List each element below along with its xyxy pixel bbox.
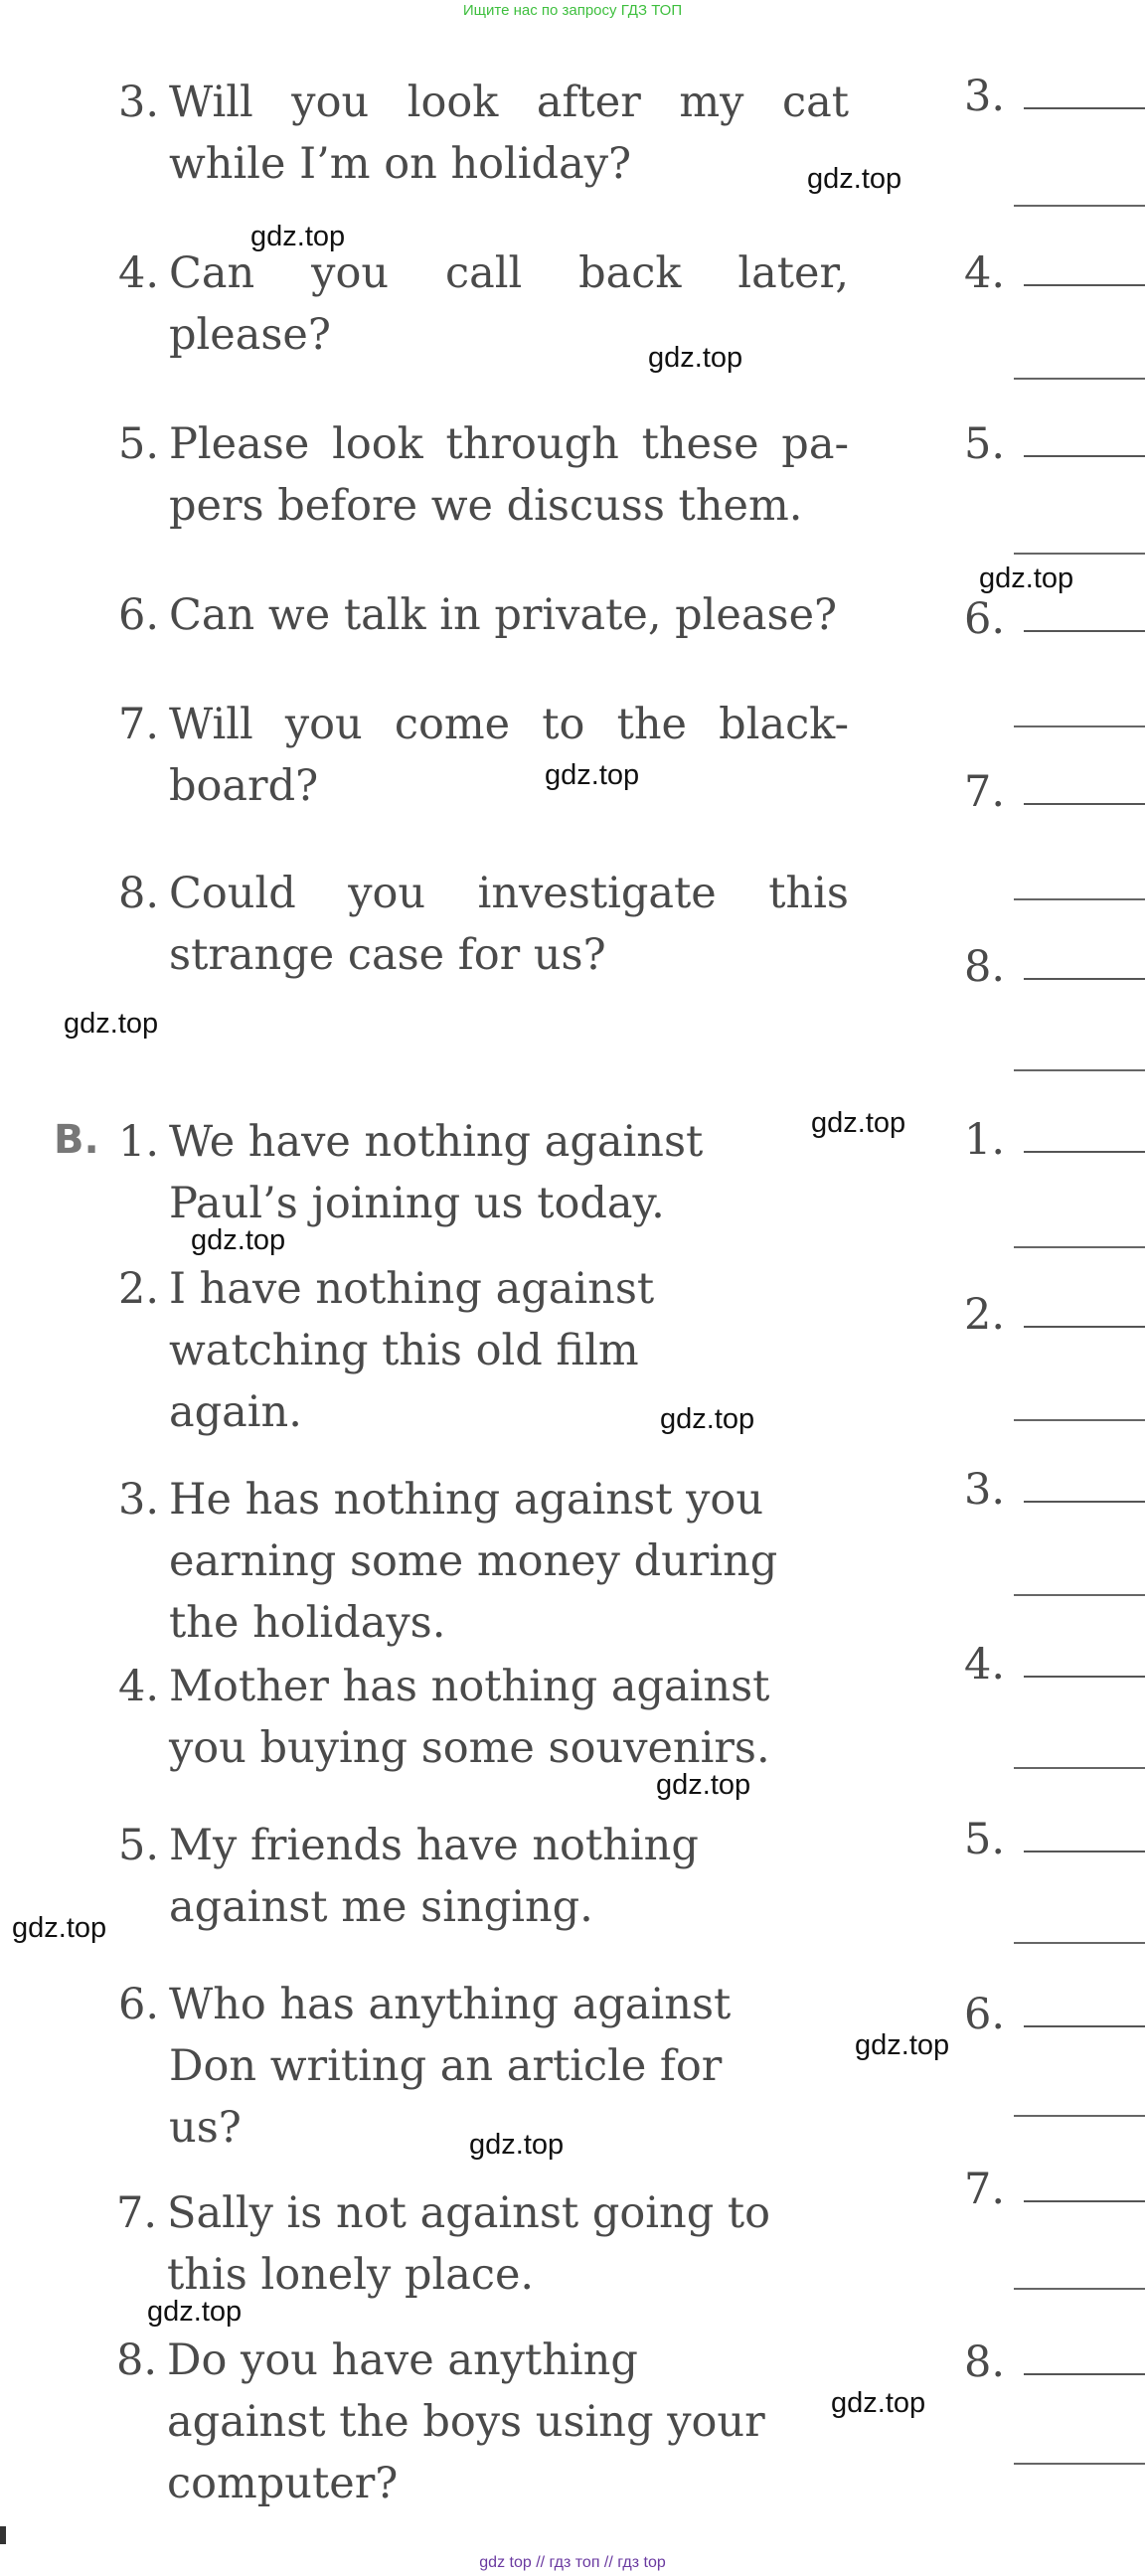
item-text-line: board? (169, 761, 319, 811)
item-text-line: Who has anything against (169, 1980, 732, 2029)
item-text-line: Paul’s joining us today. (169, 1179, 665, 1228)
item-text-line: earning some money during (169, 1536, 778, 1586)
item-number: 7. (115, 2188, 157, 2238)
item-text-line: Can we talk in private, please? (169, 590, 838, 640)
item-number: 5. (117, 419, 159, 469)
exercise-a-item-8 (117, 863, 849, 986)
answer-number: 5. (964, 419, 1006, 469)
answer-number: 8. (964, 2337, 1006, 2387)
exercise-b-item-3 (117, 1469, 845, 1654)
answer-b-2 (964, 1290, 1024, 1340)
item-text-line: this lonely place. (167, 2250, 535, 2300)
item-text-line: I have nothing against (169, 1264, 655, 1314)
answer-number: 7. (964, 767, 1006, 817)
exercise-a-item-4 (117, 242, 849, 366)
item-text-line: Mother has nothing against (169, 1662, 770, 1711)
answer-line[interactable] (1014, 205, 1145, 207)
answer-blank[interactable] (1024, 630, 1145, 632)
answer-line[interactable] (1014, 1942, 1145, 1944)
answer-b-5 (964, 1815, 1024, 1864)
answer-number: 3. (964, 1465, 1006, 1515)
answer-blank[interactable] (1024, 1676, 1145, 1678)
watermark: gdz.top (545, 759, 640, 791)
item-number: 8. (115, 2335, 157, 2385)
answer-number: 8. (964, 942, 1006, 992)
item-text-line: against the boys using your (167, 2397, 765, 2447)
answer-line[interactable] (1014, 1419, 1145, 1421)
answer-line[interactable] (1014, 2115, 1145, 2117)
answer-blank[interactable] (1024, 1326, 1145, 1328)
answer-number: 6. (964, 1990, 1006, 2039)
answer-a-8 (964, 942, 1024, 992)
item-text-line: We have nothing against (169, 1117, 704, 1167)
exercise-b-item-1 (117, 1111, 845, 1234)
answer-a-3 (964, 72, 1024, 121)
item-text-line: the holidays. (169, 1598, 446, 1648)
answer-number: 1. (964, 1115, 1006, 1165)
item-text-line: Could you investigate this (169, 869, 849, 918)
answer-blank[interactable] (1024, 1851, 1145, 1852)
item-text-line: pers before we discuss them. (169, 481, 803, 531)
answer-a-5 (964, 419, 1024, 469)
exercise-b-item-4 (117, 1656, 845, 1779)
item-text-line: Sally is not against going to (167, 2188, 771, 2238)
watermark: gdz.top (147, 2296, 243, 2328)
search-banner[interactable]: Ищите нас по запросу ГДЗ ТОП (462, 2, 683, 19)
item-text-line: Don writing an article for (169, 2041, 723, 2091)
watermark: gdz.top (469, 2129, 565, 2161)
item-number: 7. (117, 700, 159, 749)
item-text-line: computer? (167, 2459, 399, 2508)
answer-blank[interactable] (1024, 455, 1145, 457)
answer-blank[interactable] (1024, 2025, 1145, 2027)
answer-b-4 (964, 1640, 1024, 1690)
answer-line[interactable] (1014, 1246, 1145, 1248)
watermark: gdz.top (855, 2029, 950, 2061)
answer-blank[interactable] (1024, 2373, 1145, 2375)
answer-line[interactable] (1014, 553, 1145, 555)
answer-blank[interactable] (1024, 978, 1145, 980)
answer-line[interactable] (1014, 1594, 1145, 1596)
watermark: gdz.top (191, 1224, 286, 1256)
answer-line[interactable] (1014, 2463, 1145, 2465)
answer-blank[interactable] (1024, 803, 1145, 805)
item-text-line: strange case for us? (169, 930, 606, 980)
item-text-line: He has nothing against you (169, 1475, 764, 1525)
exercise-a-item-5 (117, 413, 849, 537)
exercise-b-item-8 (115, 2330, 843, 2514)
exercise-b-item-5 (117, 1815, 845, 1938)
item-number: 6. (117, 1980, 159, 2029)
watermark: gdz.top (807, 163, 902, 195)
answer-line[interactable] (1014, 898, 1145, 900)
answer-b-7 (964, 2165, 1024, 2214)
item-text-line: Will you come to the black- (169, 700, 849, 749)
item-text-line: My friends have nothing (169, 1821, 699, 1870)
answer-blank[interactable] (1024, 107, 1145, 109)
item-text-line: please? (169, 310, 331, 360)
answer-number: 4. (964, 248, 1006, 298)
answer-number: 7. (964, 2165, 1006, 2214)
watermark: gdz.top (648, 342, 743, 374)
answer-a-6 (964, 594, 1024, 644)
answer-line[interactable] (1014, 378, 1145, 380)
item-text-line: against me singing. (169, 1882, 593, 1932)
item-number: 1. (117, 1117, 159, 1167)
answer-line[interactable] (1014, 725, 1145, 727)
watermark: gdz.top (831, 2387, 926, 2419)
watermark: gdz.top (12, 1912, 107, 1944)
watermark: gdz.top (979, 563, 1074, 594)
answer-number: 6. (964, 594, 1006, 644)
item-text-line: Do you have anything (167, 2335, 638, 2385)
answer-a-7 (964, 767, 1024, 817)
answer-number: 3. (964, 72, 1006, 121)
exercise-a-item-3 (117, 72, 849, 195)
answer-number: 5. (964, 1815, 1006, 1864)
answer-b-8 (964, 2337, 1024, 2387)
answer-b-3 (964, 1465, 1024, 1515)
item-text-line: you buying some souvenirs. (169, 1723, 770, 1773)
watermark: gdz.top (64, 1008, 159, 1040)
answer-blank[interactable] (1024, 1501, 1145, 1503)
item-text-line: us? (169, 2103, 242, 2153)
item-text-line: again. (169, 1387, 302, 1437)
item-number: 2. (117, 1264, 159, 1314)
item-number: 4. (117, 248, 159, 298)
item-number: 5. (117, 1821, 159, 1870)
item-number: 8. (117, 869, 159, 918)
exercise-b-item-7 (115, 2182, 843, 2306)
watermark: gdz.top (811, 1107, 906, 1139)
answer-number: 2. (964, 1290, 1006, 1340)
exercise-a-item-7 (117, 694, 849, 817)
answer-line[interactable] (1014, 2288, 1145, 2290)
item-text-line: Please look through these pa- (169, 419, 849, 469)
answer-a-4 (964, 248, 1024, 298)
item-text-line: Can you call back later, (169, 248, 849, 298)
item-text-line: while I’m on holiday? (169, 139, 632, 189)
item-number: 3. (117, 1475, 159, 1525)
answer-blank[interactable] (1024, 2200, 1145, 2202)
footer-links[interactable]: gdz top // гдз топ // гдз top (479, 2554, 666, 2571)
answer-b-1 (964, 1115, 1024, 1165)
watermark: gdz.top (656, 1769, 751, 1801)
answer-blank[interactable] (1024, 1151, 1145, 1153)
section-b-label: B. (54, 1117, 99, 1163)
watermark: gdz.top (250, 221, 346, 252)
exercise-a-item-6 (117, 584, 849, 646)
item-number: 4. (117, 1662, 159, 1711)
answer-b-6 (964, 1990, 1024, 2039)
answer-number: 4. (964, 1640, 1006, 1690)
item-text-line: Will you look after my cat (169, 78, 849, 127)
answer-line[interactable] (1014, 1069, 1145, 1071)
answer-line[interactable] (1014, 1767, 1145, 1769)
item-number: 6. (117, 590, 159, 640)
watermark: gdz.top (660, 1403, 755, 1435)
item-number: 3. (117, 78, 159, 127)
page-edge-mark (0, 2526, 6, 2544)
item-text-line: watching this old film (169, 1326, 639, 1375)
answer-blank[interactable] (1024, 284, 1145, 286)
